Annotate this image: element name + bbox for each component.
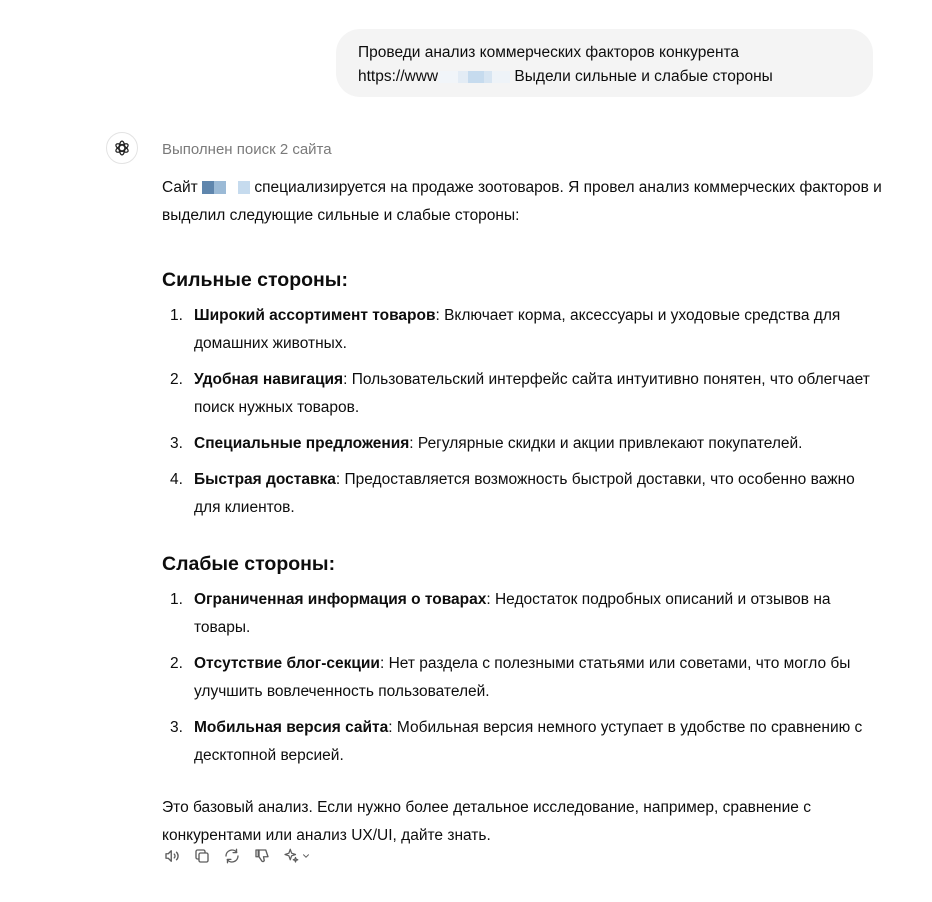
regenerate-button[interactable] [222,846,242,866]
read-aloud-button[interactable] [162,846,182,866]
weaknesses-list [162,586,882,770]
strengths-list [162,302,882,522]
intro-prefix: Сайт [162,179,198,196]
assistant-message [162,174,882,850]
chevron-down-icon [301,851,311,861]
assistant-logo-icon [112,138,132,158]
regenerate-icon [223,847,241,865]
user-message-line-1: Проведи анализ коммерческих факторов конкурента [358,44,740,61]
user-message-line-2 [358,65,853,89]
strengths-heading: Сильные стороны: [162,269,348,291]
assistant-avatar [106,132,138,164]
list-item: 2. Удобная навигация: Пользовательский интерфейс сайта интуитивно понятен, что облегчает поиск нужных товаров. [170,371,870,416]
model-switch-button[interactable] [282,847,311,865]
list-item: 1. Широкий ассортимент товаров: Включает корма, аксессуары и уходовые средства для домашних животных. [170,307,841,352]
user-message-suffix: Выдели сильные и слабые стороны [514,68,773,85]
redacted-site-name [202,179,250,196]
message-actions [162,846,311,866]
copy-button[interactable] [192,846,212,866]
intro-paragraph [162,174,882,230]
intro-text: специализируется на продаже зоотоваров. Я провел анализ коммерческих факторов и выделил следующие сильные и слабые стороны: [162,179,882,224]
user-message-url-prefix: https://www [358,68,439,85]
list-item: 3. Мобильная версия сайта: Мобильная версия немного уступает в удобстве по сравнению с десктопной версией. [170,719,863,764]
weaknesses-heading: Слабые стороны: [162,553,336,575]
sparkle-icon [282,847,300,865]
list-item: 1. Ограниченная информация о товарах: Недостаток подробных описаний и отзывов на товары. [170,591,831,636]
read-aloud-icon [163,847,181,865]
search-status[interactable]: Выполнен поиск 2 сайта [162,141,332,158]
thumbs-down-button[interactable] [252,846,272,866]
conclusion-paragraph: Это базовый анализ. Если нужно более детальное исследование, например, сравнение с конкурентами или анализ UX/UI, дайте знать. [162,799,811,844]
copy-icon [193,847,211,865]
thumbs-down-icon [253,847,271,865]
list-item: 2. Отсутствие блог-секции: Нет раздела с полезными статьями или советами, что могло бы улучшить вовлеченность пользователей. [170,655,851,700]
list-item: 3. Специальные предложения: Регулярные скидки и акции привлекают покупателей. [170,435,803,452]
redacted-url [438,68,510,85]
list-item: 4. Быстрая доставка: Предоставляется возможность быстрой доставки, что особенно важно для клиентов. [170,471,855,516]
user-message-bubble [336,29,873,97]
